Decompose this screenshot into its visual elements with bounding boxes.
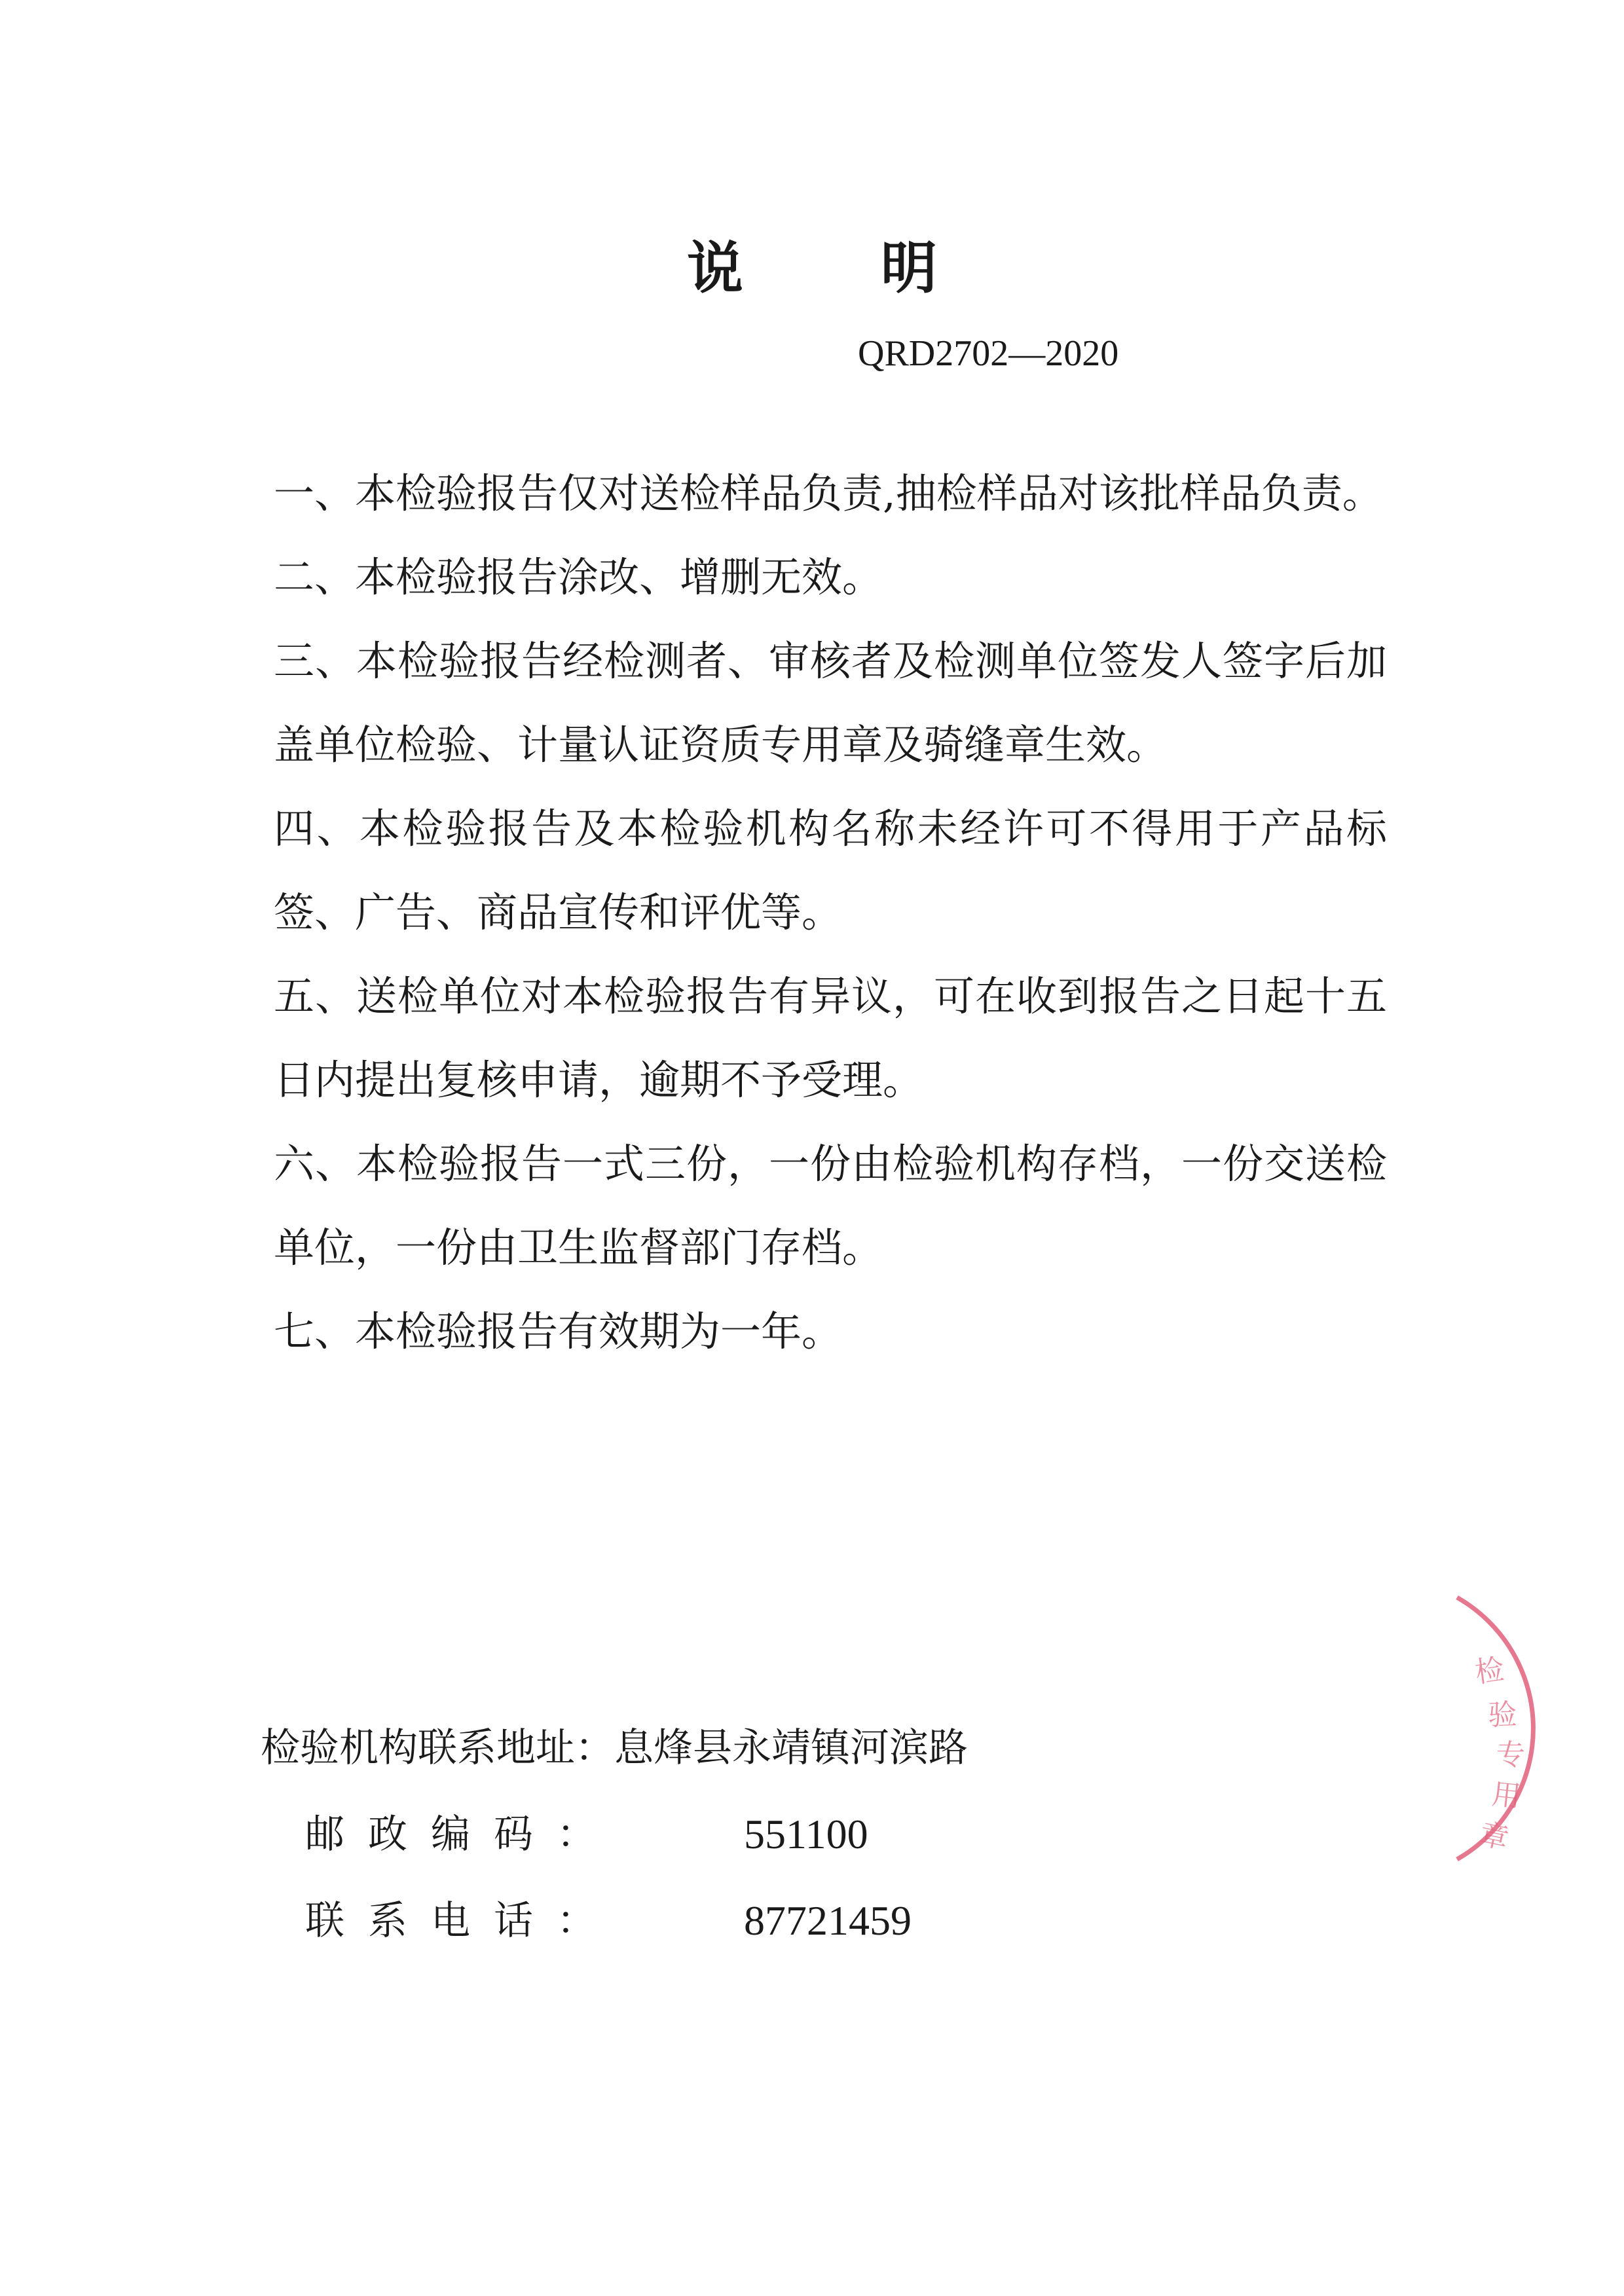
- phone-row: [305, 1895, 912, 1947]
- phone-label: 联系电话：: [305, 1898, 619, 1944]
- svg-text:用: 用: [1490, 1777, 1522, 1814]
- svg-text:章: 章: [1476, 1817, 1512, 1856]
- postal-value: 551100: [744, 1811, 868, 1857]
- postal-row: [305, 1808, 868, 1861]
- address-value: 息烽县永靖镇河滨路: [614, 1725, 968, 1771]
- page-title: 说 明: [687, 236, 996, 301]
- phone-value: 87721459: [744, 1897, 912, 1944]
- address-row: [261, 1722, 968, 1774]
- clause-item: 四、本检验报告及本检验机构名称未经许可不得用于产品标签、广告、商品宣传和评优等。: [274, 805, 1387, 936]
- svg-text:专: 专: [1496, 1738, 1525, 1772]
- seal-stamp: [1431, 1584, 1581, 1872]
- clause-item: 七、本检验报告有效期为一年。: [274, 1307, 843, 1355]
- clause-list: [274, 452, 1387, 1374]
- svg-text:验: 验: [1487, 1698, 1518, 1732]
- clause-item: 三、本检验报告经检测者、审核者及检测单位签发人签字后加盖单位检验、计量认证资质专用章及骑缝章生效。: [274, 637, 1387, 769]
- clause-item: 六、本检验报告一式三份，一份由检验机构存档，一份交送检单位，一份由卫生监督部门存档。: [274, 1140, 1387, 1271]
- document-code: QRD2702—2020: [858, 333, 1119, 374]
- address-label: 检验机构联系地址：: [261, 1725, 614, 1771]
- svg-text:检: 检: [1473, 1652, 1507, 1690]
- clause-item: 五、送检单位对本检验报告有异议，可在收到报告之日起十五日内提出复核申请，逾期不予受理。: [274, 972, 1387, 1104]
- clause-item: 二、本检验报告涂改、增删无效。: [274, 553, 883, 601]
- clause-item: 一、本检验报告仅对送检样品负责,抽检样品对该批样品负责。: [274, 469, 1383, 517]
- postal-label: 邮政编码：: [305, 1812, 619, 1857]
